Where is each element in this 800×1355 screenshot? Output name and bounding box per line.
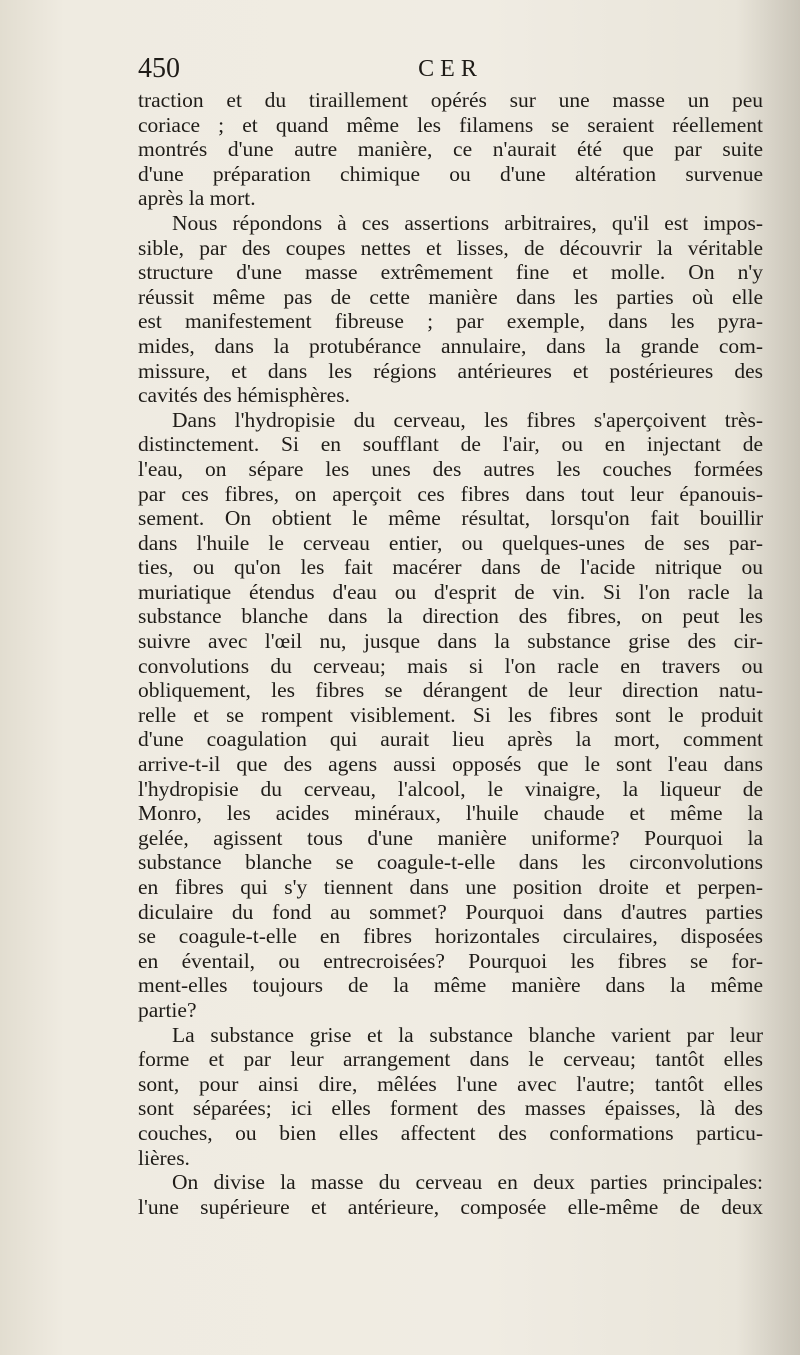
text-line: gelée, agissent tous d'une manière uniforme? Pourquoi la [138,825,763,850]
text-line: Nous répondons à ces assertions arbitraires, qu'il est impos- [172,210,763,235]
text-line: relle et se rompent visiblement. Si les fibres sont le produit [138,702,763,727]
text-line: réussit même pas de cette manière dans les parties où elle [138,284,763,309]
text-line: Monro, les acides minéraux, l'huile chaude et même la [138,801,763,826]
text-line: lières. [138,1145,190,1170]
text-line: coriace ; et quand même les filamens se seraient réellement [138,112,763,137]
text-line: On divise la masse du cerveau en deux parties principales: [172,1170,763,1195]
text-line: sible, par des coupes nettes et lisses, de découvrir la véritable [138,235,763,260]
text-line: est manifestement fibreuse ; par exemple, dans les pyra- [138,309,763,334]
text-line: suivre avec l'œil nu, jusque dans la substance grise des cir- [138,629,763,654]
text-line: d'une préparation chimique ou d'une altération survenue [138,161,763,186]
text-line: partie? [138,997,197,1022]
text-line: convolutions du cerveau; mais si l'on racle en travers ou [138,653,763,678]
text-line: arrive-t-il que des agens aussi opposés que le sont l'eau dans [138,752,763,777]
text-line: cavités des hémisphères. [138,383,350,408]
text-line: mides, dans la protubérance annulaire, dans la grande com- [138,333,763,358]
text-line: muriatique étendus d'eau ou d'esprit de vin. Si l'on racle la [138,579,763,604]
text-line: l'eau, on sépare les unes des autres les couches formées [138,456,763,481]
text-line: traction et du tiraillement opérés sur une masse un peu [138,88,763,112]
text-line: diculaire du fond au sommet? Pourquoi dans d'autres parties [138,899,763,924]
text-line: structure d'une masse extrêmement fine et molle. On n'y [138,260,763,285]
text-line: l'hydropisie du cerveau, l'alcool, le vinaigre, la liqueur de [138,776,763,801]
text-line: sont, pour ainsi dire, mêlées l'une avec l'autre; tantôt elles [138,1071,763,1096]
running-head [138,52,763,86]
running-title: CER [418,56,483,82]
text-line: distinctement. Si en soufflant de l'air, ou en injectant de [138,432,763,457]
text-line: Dans l'hydropisie du cerveau, les fibres s'aperçoivent très- [172,407,763,432]
page-number: 450 [138,53,180,84]
text-line: en éventail, ou entrecroisées? Pourquoi les fibres se for- [138,948,763,973]
text-line: substance blanche dans la direction des fibres, on peut les [138,604,763,629]
text-line: ment-elles toujours de la même manière dans la même [138,973,763,998]
text-line: en fibres qui s'y tiennent dans une position droite et perpen- [138,875,763,899]
text-line: sont séparées; ici elles forment des masses épaisses, là des [138,1096,763,1121]
text-line: se coagule-t-elle en fibres horizontales circulaires, disposées [138,924,763,949]
text-line: dans l'huile le cerveau entier, ou quelques-unes de ses par- [138,530,763,555]
text-line: après la mort. [138,186,256,211]
text-line: par ces fibres, on aperçoit ces fibres dans tout leur épanouis- [138,481,763,506]
text-line: l'une supérieure et antérieure, composée elle-même de deux [138,1194,763,1219]
text-line: obliquement, les fibres se dérangent de leur direction natu- [138,678,763,703]
text-line: sement. On obtient le même résultat, lorsqu'on fait bouillir [138,506,763,531]
text-line: ties, ou qu'on les fait macérer dans de l'acide nitrique ou [138,555,763,580]
text-line: substance blanche se coagule-t-elle dans les circonvolutions [138,850,763,875]
text-line: forme et par leur arrangement dans le cerveau; tantôt elles [138,1047,763,1072]
text-line: La substance grise et la substance blanche varient par leur [172,1022,763,1047]
text-line: d'une coagulation qui aurait lieu après la mort, comment [138,727,763,752]
text-line: missure, et dans les régions antérieures et postérieures des [138,358,763,383]
text-line: montrés d'une autre manière, ce n'aurait été que par suite [138,137,763,162]
text-line: couches, ou bien elles affectent des conformations particu- [138,1120,763,1145]
body-text [138,88,763,1219]
